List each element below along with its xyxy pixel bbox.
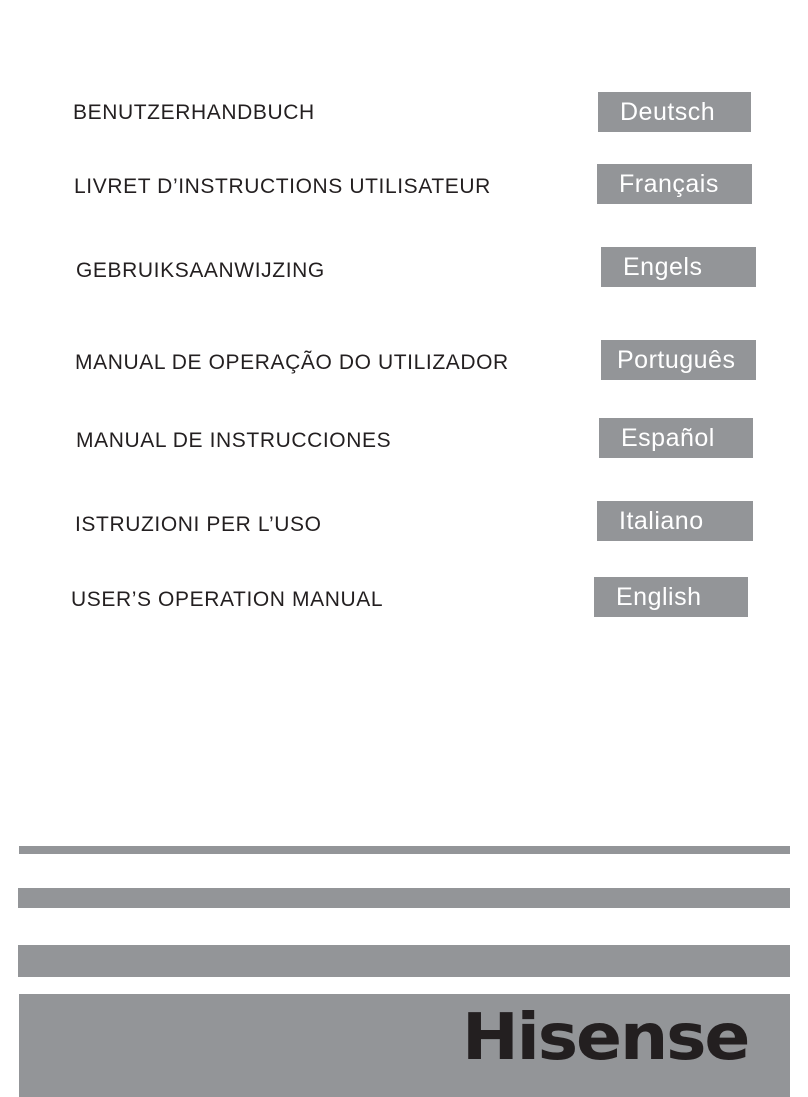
language-label-portugues: Português <box>601 340 756 380</box>
language-label-francais: Français <box>597 164 752 204</box>
language-label-engels: Engels <box>601 247 756 287</box>
manual-title-espanol: MANUAL DE INSTRUCCIONES <box>76 429 392 452</box>
manual-title-portugues: MANUAL DE OPERAÇÃO DO UTILIZADOR <box>75 351 509 374</box>
manual-title-engels: GEBRUIKSAANWIJZING <box>76 259 325 282</box>
manual-title-english: USER’S OPERATION MANUAL <box>71 588 384 611</box>
hisense-logo: Hisense <box>462 1001 749 1075</box>
decorative-band-3 <box>18 945 790 977</box>
language-label-espanol: Español <box>599 418 753 458</box>
language-label-english: English <box>594 577 748 617</box>
language-label-deutsch: Deutsch <box>598 92 751 132</box>
manual-title-italiano: ISTRUZIONI PER L’USO <box>75 513 322 536</box>
manual-title-deutsch: BENUTZERHANDBUCH <box>73 101 315 124</box>
decorative-band-2 <box>18 888 790 908</box>
language-label-italiano: Italiano <box>597 501 753 541</box>
decorative-band-1 <box>19 846 790 854</box>
manual-title-francais: LIVRET D’INSTRUCTIONS UTILISATEUR <box>74 175 491 198</box>
